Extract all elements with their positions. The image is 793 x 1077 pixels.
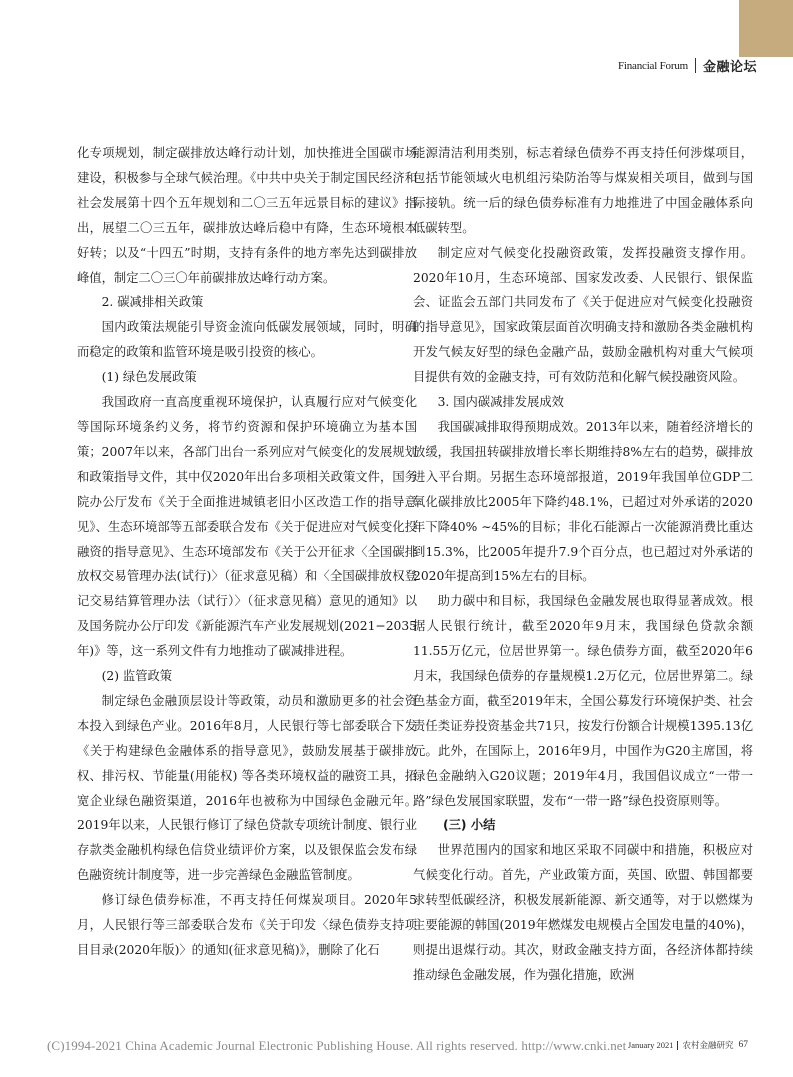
header-separator bbox=[695, 58, 696, 73]
paragraph: 我国政府一直高度重视环境保护，认真履行应对气候变化等国际环境条约义务，将节约资源和保护环境确立为基本国策；2007年以来，各部门出台一系列应对气候变化的发展规划和政策指导文件，其中仅2020年出台多项相关政策文件，国务院办公厅发布《关于全面推进城镇老旧小区改造工作的指导意见》、生态环境部等五部委联合发布《关于促进应对气候变化投融资的指导意见》、生态环境部发布《关于公开征求〈全国碳排放权交易管理办法(试行)〉（征求意见稿）和〈全国碳排放权登记交易结算管理办法（试行）〉（征求意见稿）意见的通知》以及国务院办公厅印发《新能源汽车产业发展规划(2021−2035年)》等，这一系列文件有力地推动了碳减排进程。 bbox=[77, 395, 417, 659]
paragraph: 我国碳减排取得预期成效。2013年以来，随着经济增长的放缓，我国扭转碳排放增长率长期维持8%左右的趋势，碳排放进入平台期。另据生态环境部报道，2019年我国单位GDP二氧化碳排放比2005年下降约48.1%，已超过对外承诺的2020年下降40% ∼45%的目标；非化石能源占一次能源消费比重达到15.3%，比2005年提升7.9个百分点，也已超过对外承诺的2020年提高到15%左右的目标。 bbox=[413, 419, 753, 584]
paragraph-continued: 化专项规划，制定碳排放达峰行动计划，加快推进全国碳市场建设，积极参与全球气候治理。《中共中央关于制定国民经济和社会发展第十四个五年规划和二〇三五年远景目标的建议》指出，展望二〇三五年，碳排放达峰后稳中有降，生态环境根本好转；以及“十四五”时期，支持有条件的地方率先达到碳排放峰值，制定二〇三〇年前碳排放达峰行动方案。 bbox=[77, 146, 417, 285]
subheading-regulatory-policy: (2) 监管政策 bbox=[101, 669, 173, 684]
section-heading-carbon-policy: 2. 碳减排相关政策 bbox=[101, 295, 204, 310]
right-column bbox=[413, 141, 753, 988]
journal-name: 农村金融研究 bbox=[682, 1040, 734, 1050]
header-gold-bar bbox=[739, 0, 793, 57]
page-footer bbox=[0, 1038, 793, 1054]
copyright-notice: (C)1994-2021 China Academic Journal Electronic Publishing House. All rights reserved. http://www.cnki.net bbox=[47, 1038, 627, 1053]
paragraph: 国内政策法规能引导资金流向低碳发展领域，同时，明确而稳定的政策和监管环境是吸引投资的核心。 bbox=[77, 320, 417, 360]
running-header bbox=[618, 56, 757, 75]
paragraph: 制定绿色金融顶层设计等政策，动员和激励更多的社会资本投入到绿色产业。2016年8月，人民银行等七部委联合下发《关于构建绿色金融体系的指导意见》，鼓励发展基于碳排放权、排污权、节能量(用能权) 等各类环境权益的融资工具，拓宽企业绿色融资渠道，2016年也被称为中国绿色金融元年。2019年以来，人民银行修订了绿色贷款专项统计制度、银行业存款类金融机构绿色信贷业绩评价方案，以及银保监会发布绿色融资统计制度等，进一步完善绿色金融监管制度。 bbox=[77, 693, 417, 883]
issue-date: January 2021 bbox=[627, 1040, 674, 1050]
header-english-title: Financial Forum bbox=[617, 59, 688, 72]
paragraph: 修订绿色债券标准，不再支持任何煤炭项目。2020年5月，人民银行等三部委联合发布《关于印发〈绿色债券支持项目目录(2020年版)〉的通知(征求意见稿)》，删除了化石 bbox=[77, 893, 417, 957]
paragraph: 助力碳中和目标，我国绿色金融发展也取得显著成效。根据人民银行统计，截至2020年9月末，我国绿色贷款余额11.55万亿元，位居世界第一。绿色债券方面，截至2020年6月末，我国绿色债券的存量规模1.2万亿元，位居世界第二。绿色基金方面，截至2019年末，全国公募发行环境保护类、社会责任类证券投资基金共71只，按发行份额合计规模1395.13亿元。此外，在国际上，2016年9月，中国作为G20主席国，将绿色金融纳入G20议题；2019年4月，我国倡议成立“一带一路”绿色发展国家联盟，发布“一带一路”绿色投资原则等。 bbox=[413, 594, 753, 808]
paragraph: 世界范围内的国家和地区采取不同碳中和措施，积极应对气候变化行动。首先，产业政策方面，英国、欧盟、韩国都要求转型低碳经济，积极发展新能源、新交通等，对于以燃煤为主要能源的韩国(2019年燃煤发电规模占全国发电量的40%)，则提出退煤行动。其次，财政金融支持方面，各经济体都持续推动绿色金融发展，作为强化措施，欧洲 bbox=[413, 843, 753, 982]
footer-separator bbox=[677, 1041, 678, 1050]
paragraph-continued: 能源清洁利用类别，标志着绿色债券不再支持任何涉煤项目，包括节能领域火电机组污染防治等与煤炭相关项目，做到与国际接轨。统一后的绿色债券标准有力地推进了中国金融体系向低碳转型。 bbox=[413, 146, 753, 235]
section-heading-domestic-results: 3. 国内碳减排发展成效 bbox=[437, 395, 564, 410]
left-column bbox=[77, 141, 417, 963]
header-chinese-title: 金融论坛 bbox=[702, 60, 757, 75]
subheading-green-development: (1) 绿色发展政策 bbox=[101, 370, 197, 385]
section-heading-summary: (三) 小结 bbox=[443, 818, 496, 833]
page-number: 67 bbox=[738, 1040, 748, 1050]
footer-issue-info bbox=[628, 1039, 748, 1051]
paragraph: 制定应对气候变化投融资政策，发挥投融资支撑作用。2020年10月，生态环境部、国家发改委、人民银行、银保监会、证监会五部门共同发布了《关于促进应对气候变化投融资的指导意见》，国家政策层面首次明确支持和激励各类金融机构开发气候友好型的绿色金融产品，鼓励金融机构对重大气候项目提供有效的金融支持，可有效防范和化解气候投融资风险。 bbox=[413, 245, 753, 385]
